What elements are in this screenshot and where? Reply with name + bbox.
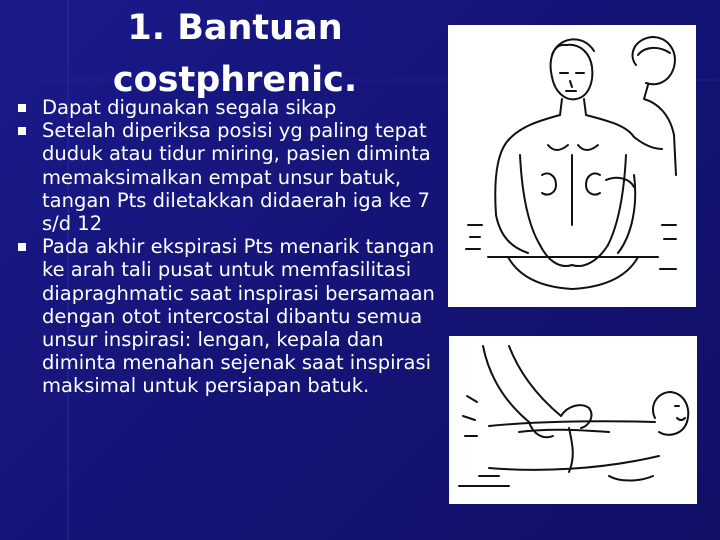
bullet-text: Pada akhir ekspirasi Pts menarik tangan ke arah tali pusat untuk memfasilitasi diapraghmatic saat inspirasi bersamaan dengan otot intercostal dibantu semua unsur inspirasi: lengan, kepala dan diminta menahan sejenak saat inspirasi maksimal untuk persiapan batuk.	[42, 235, 435, 398]
title-line-2: costphrenic.	[112, 60, 358, 100]
bullet-list	[18, 96, 438, 398]
illustration-side-lying-assisted-cough	[449, 336, 697, 504]
bullet-item	[18, 235, 438, 397]
seated-patient-drawing	[448, 25, 696, 307]
square-bullet-icon	[18, 104, 26, 112]
bullet-text: Setelah diperiksa posisi yg paling tepat duduk atau tidur miring, pasien diminta memaksimalkan empat unsur batuk, tangan Pts diletakkan didaerah iga ke 7 s/d 12	[42, 119, 431, 236]
slide-title	[60, 2, 410, 106]
square-bullet-icon	[18, 127, 26, 135]
bullet-item	[18, 119, 438, 235]
illustration-seated-assisted-cough	[448, 25, 696, 307]
title-line-1: 1. Bantuan	[127, 8, 343, 48]
bullet-text: Dapat digunakan segala sikap	[42, 96, 337, 119]
square-bullet-icon	[18, 243, 26, 251]
side-lying-patient-drawing	[449, 336, 697, 504]
bullet-item	[18, 96, 438, 119]
